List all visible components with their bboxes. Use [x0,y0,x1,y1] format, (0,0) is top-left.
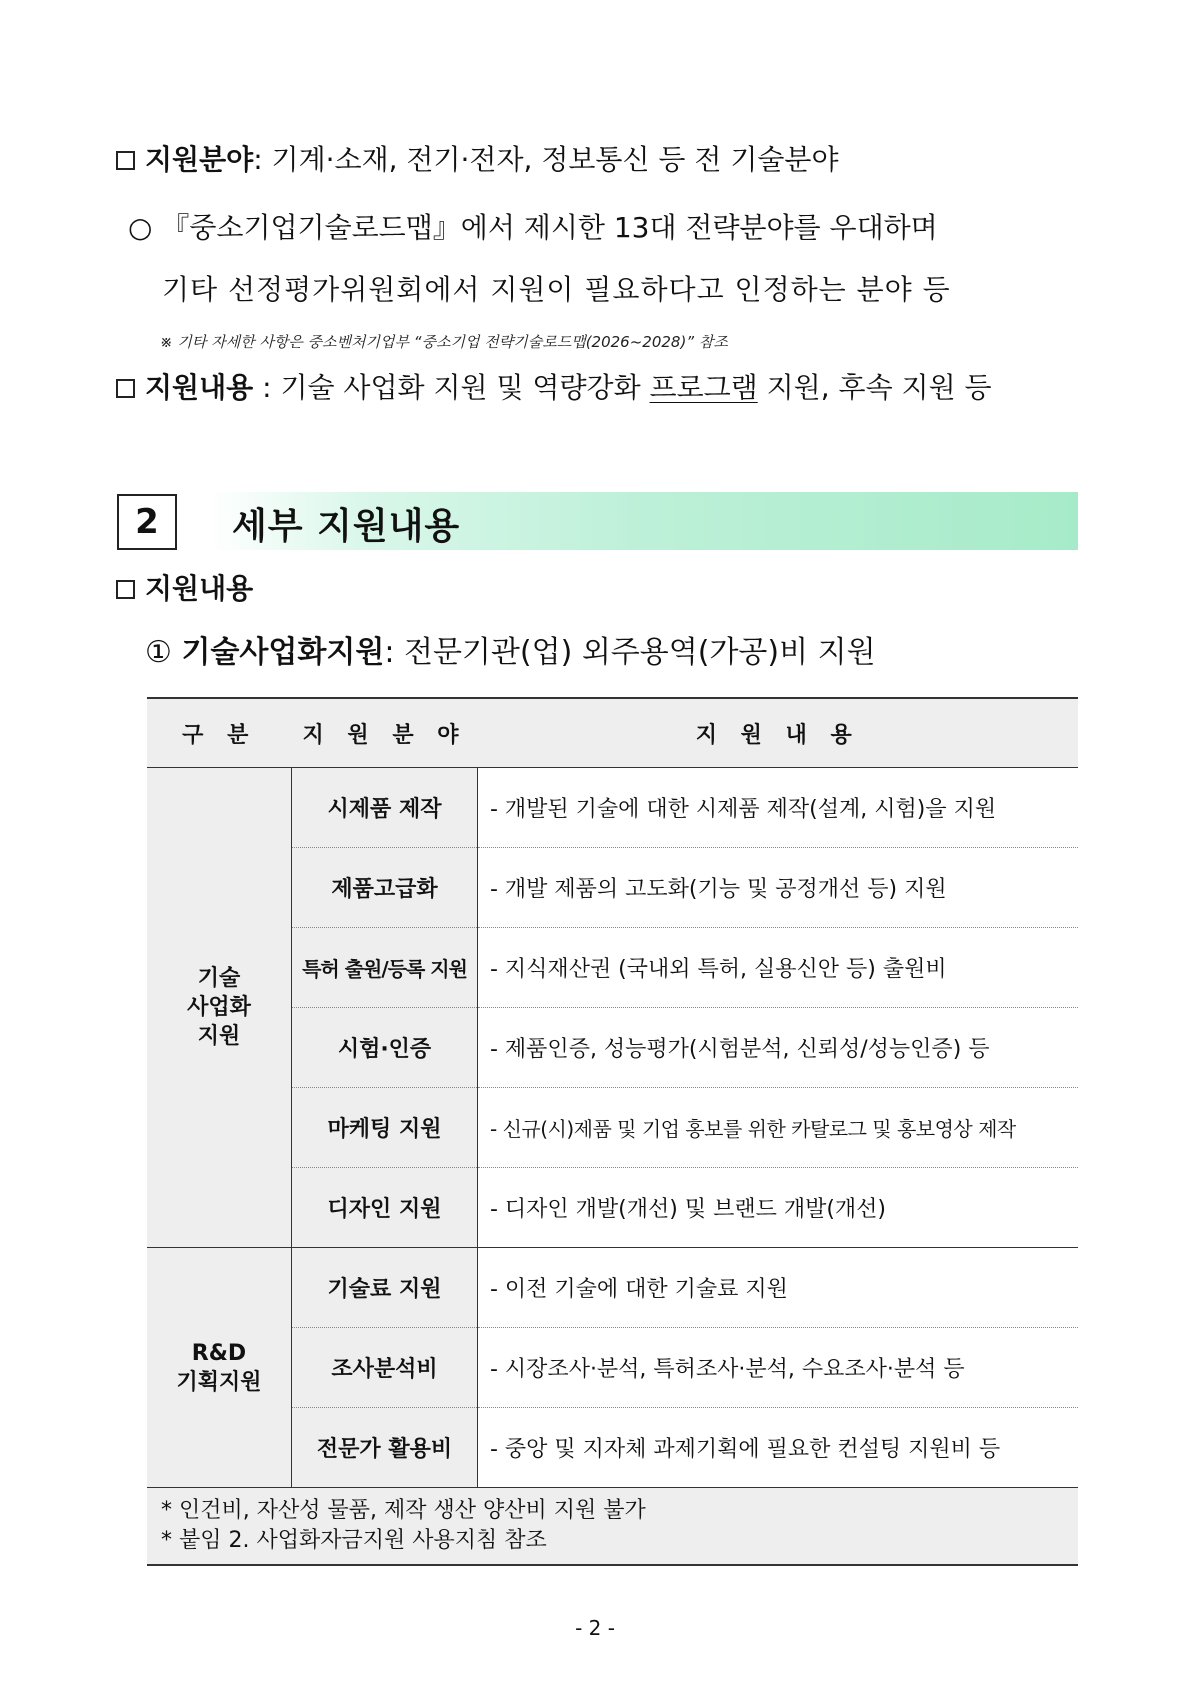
circle-bullet-icon: ○ [128,211,153,244]
row-field: 마케팅 지원 [292,1088,478,1168]
row-content: - 중앙 및 지자체 과제기획에 필요한 컨설팅 지원비 등 [478,1408,1079,1488]
row-content: - 지식재산권 (국내외 특허, 실용신안 등) 출원비 [478,928,1079,1008]
program-underlined-text: 프로그램 [649,371,758,404]
support-table [147,697,1078,1566]
detail-item-text: : 전문기관(업) 외주용역(가공)비 지원 [384,635,876,670]
support-content-line [116,366,992,406]
row-content: - 제품인증, 성능평가(시험분석, 신뢰성/성능인증) 등 [478,1008,1079,1088]
header-category: 구 분 [147,698,292,768]
table-footnote-row [147,1488,1078,1566]
row-field: 기술료 지원 [292,1248,478,1328]
detail-label: 지원내용 [145,572,254,605]
group-name-commercialization [147,768,292,1248]
table-header-row [147,698,1078,768]
row-content: - 신규(시)제품 및 기업 홍보를 위한 카탈로그 및 홍보영상 제작 [478,1088,1079,1168]
checkbox-square-icon [116,151,135,170]
section-title: 세부 지원내용 [232,506,461,547]
row-content: - 개발 제품의 고도화(기능 및 공정개선 등) 지원 [478,848,1079,928]
support-field-label: 지원분야 [145,143,254,176]
support-content-text: : 기술 사업화 지원 및 역량강화 [253,371,650,404]
header-content: 지 원 내 용 [478,698,1079,768]
row-field: 시험·인증 [292,1008,478,1088]
detail-heading [116,567,253,607]
row-field: 시제품 제작 [292,768,478,848]
group-name-text: R&D 기획지원 [176,1340,262,1395]
table-footnotes [147,1488,1078,1566]
support-field-text: : 기계·소재, 전기·전자, 정보통신 등 전 기술분야 [253,143,839,176]
table-row [147,1248,1078,1328]
roadmap-line-2: 기타 선정평가위원회에서 지원이 필요하다고 인정하는 분야 등 [162,273,951,306]
row-content: - 이전 기술에 대한 기술료 지원 [478,1248,1079,1328]
section-number: 2 [117,494,177,550]
group-name-text: 기술 사업화 지원 [187,966,251,1049]
support-content-label: 지원내용 [145,371,254,404]
row-content: - 디자인 개발(개선) 및 브랜드 개발(개선) [478,1168,1079,1248]
roadmap-line [128,206,938,246]
support-field-line [116,138,839,178]
footnote: * 인건비, 자산성 물품, 제작 생산 양산비 지원 불가 [161,1498,646,1523]
group-name-rnd [147,1248,292,1488]
row-content: - 시장조사·분석, 특허조사·분석, 수요조사·분석 등 [478,1328,1079,1408]
detail-item-label: 기술사업화지원 [181,635,385,670]
footnote: * 붙임 2. 사업화자금지원 사용지침 참조 [161,1528,547,1553]
row-field: 제품고급화 [292,848,478,928]
page-number: - 2 - [575,1616,615,1640]
row-field: 특허 출원/등록 지원 [292,928,478,1008]
row-field: 조사분석비 [292,1328,478,1408]
support-content-tail: 지원, 후속 지원 등 [757,371,992,404]
reference-note: ※ 기타 자세한 사항은 중소벤처기업부 “중소기업 전략기술로드맵(2026~2028)” 참조 [160,333,728,351]
row-content: - 개발된 기술에 대한 시제품 제작(설계, 시험)을 지원 [478,768,1079,848]
row-field: 전문가 활용비 [292,1408,478,1488]
header-field: 지 원 분 야 [292,698,478,768]
checkbox-square-icon [116,580,135,599]
roadmap-text: 『중소기업기술로드맵』에서 제시한 13대 전략분야를 우대하며 [161,211,938,244]
table-row [147,768,1078,848]
detail-item [145,627,876,671]
checkbox-square-icon [116,379,135,398]
row-field: 디자인 지원 [292,1168,478,1248]
circled-one-icon: ① [145,635,172,670]
